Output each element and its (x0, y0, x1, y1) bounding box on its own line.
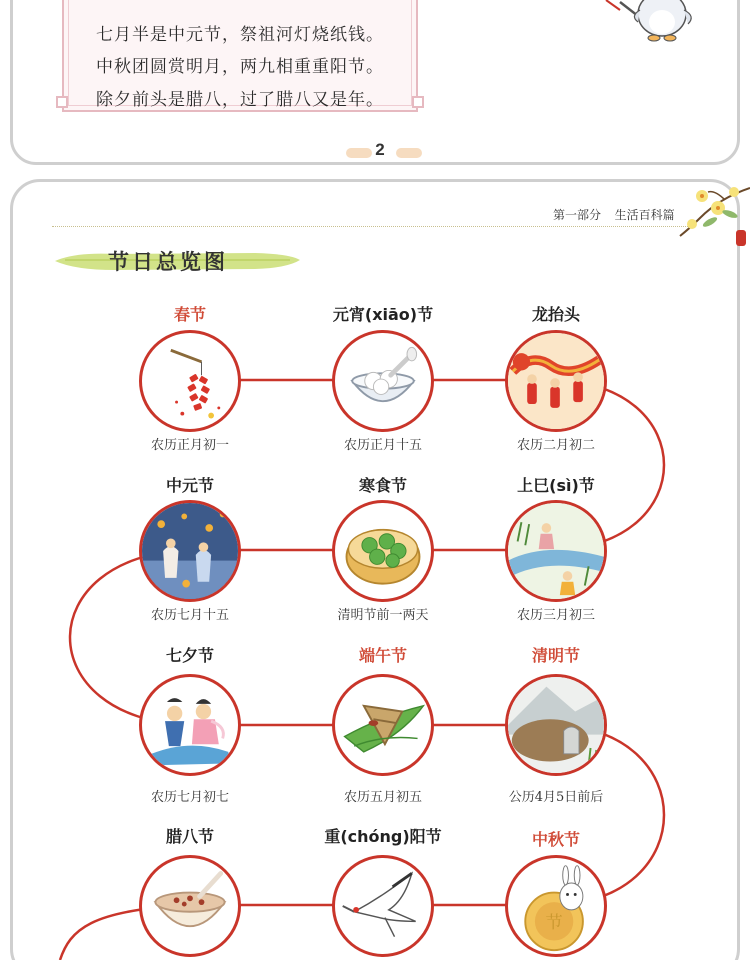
dragon-dance-icon (505, 330, 607, 432)
festival-name: 龙抬头 (531, 305, 580, 324)
festival-name: 腊八节 (165, 827, 214, 846)
laba-porridge-icon (139, 855, 241, 957)
festival-date: 农历二月初二 (516, 438, 595, 453)
festival-name: 中秋节 (531, 830, 580, 849)
festival-name: 上巳(sì)节 (517, 476, 595, 495)
header-category: 生活百科篇 (614, 208, 675, 222)
mooncake-character: 节 (545, 913, 563, 934)
festival-name: 清明节 (531, 646, 580, 665)
festival-name: 中元节 (165, 476, 214, 495)
river-lantern-icon (139, 500, 241, 602)
festival-name: 元宵(xiāo)节 (332, 305, 434, 324)
crane-icon (332, 855, 434, 957)
header-section: 第一部分 (553, 208, 602, 222)
festival-name: 寒食节 (358, 476, 407, 495)
previous-page-number: 2 (375, 140, 385, 159)
festival-name: 端午节 (358, 646, 407, 665)
mooncake-rabbit-icon (505, 855, 607, 957)
qingtuan-icon (332, 500, 434, 602)
festival-date: 农历三月初三 (516, 608, 595, 623)
tangyuan-icon (332, 330, 434, 432)
festival-date: 公历4月5日前后 (508, 790, 604, 805)
festival-date: 农历七月十五 (150, 608, 229, 623)
tomb-sweeping-icon (505, 674, 607, 776)
festival-date: 农历正月初一 (150, 438, 229, 453)
festival-name: 重(chóng)阳节 (324, 827, 442, 846)
cowherd-weaver-icon (139, 674, 241, 776)
poem-line: 除夕前头是腊八，过了腊八又是年。 (96, 90, 384, 110)
page-title: 节日总览图 (108, 249, 228, 274)
festival-date: 农历正月十五 (343, 438, 422, 453)
festival-date: 清明节前一两天 (337, 608, 429, 623)
poem-line: 七月半是中元节，祭祖河灯烧纸钱。 (96, 25, 384, 45)
firecracker-icon (139, 330, 241, 432)
zongzi-icon (332, 674, 434, 776)
poem-line: 中秋团圆赏明月，两九相重重阳节。 (96, 57, 384, 77)
riverside-outing-icon (505, 500, 607, 602)
festival-date: 农历五月初五 (343, 790, 422, 805)
festival-name: 七夕节 (165, 646, 214, 665)
festival-date: 农历七月初七 (150, 790, 229, 805)
festival-name: 春节 (173, 305, 206, 324)
